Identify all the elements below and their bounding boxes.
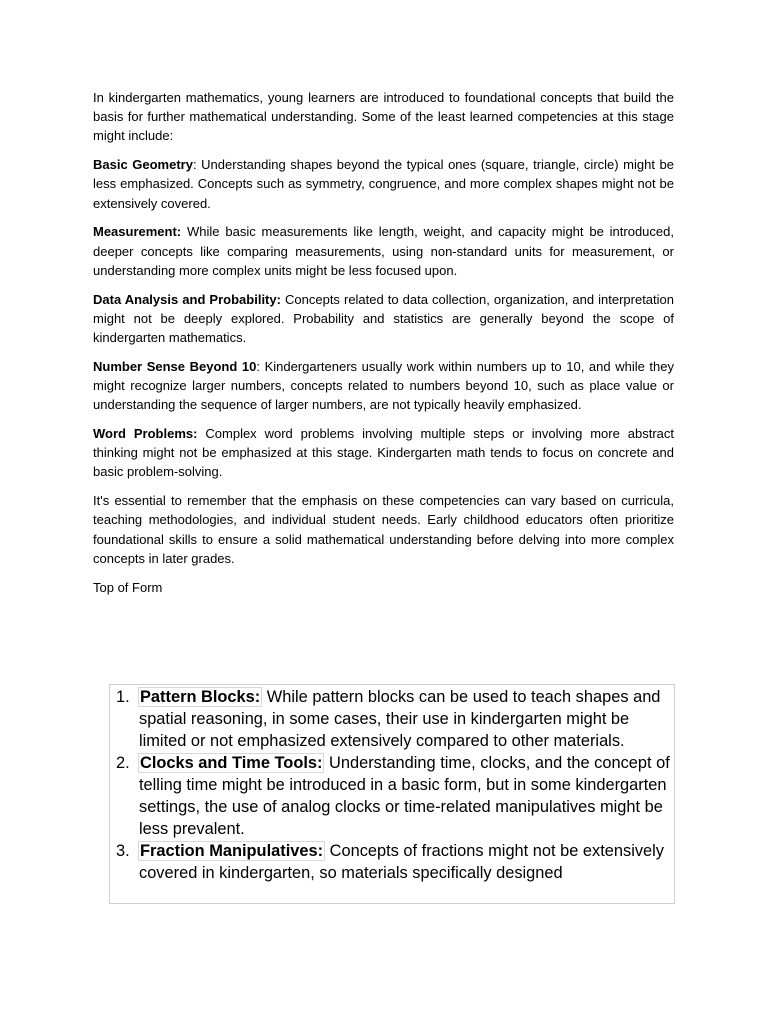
list-item [110, 840, 674, 884]
materials-list-box [109, 684, 675, 904]
section-text: While basic measurements like length, weight, and capacity might be introduced, deeper concepts like comparing measurements, using non-standard units for measurement, or understanding more complex units might be less focused upon. [93, 224, 674, 278]
section-data-analysis [93, 290, 674, 348]
section-heading: Data Analysis and Probability: [93, 291, 281, 307]
materials-list [110, 686, 674, 884]
section-text: Concepts related to data collection, organization, and interpretation might not be deeply explored. Probability and statistics are generally beyond the scope of kindergarten mathematics. [93, 291, 675, 346]
section-text: Understanding shapes beyond the typical ones (square, triangle, circle) might be less emphasized. Concepts such as symmetry, congruence, and more complex shapes might not be extensively covered. [93, 157, 674, 211]
section-heading: Basic Geometry [93, 157, 193, 173]
section-heading: Number Sense Beyond 10 [93, 358, 257, 374]
list-item-text: Concepts of fractions might not be extensively covered in kindergarten, so materials specifically designed [139, 842, 664, 882]
intro-paragraph: In kindergarten mathematics, young learners are introduced to foundational concepts that build the basis for further mathematical understanding. Some of the least learned competencies at this stage might include: [93, 90, 674, 144]
document-body [93, 88, 674, 597]
section-word-problems [93, 424, 674, 482]
section-basic-geometry: Basic Geometry: Understanding shapes beyond the typical ones (square, triangle, circle) might be less emphasized. Concepts such as symmetry, congruence, and more complex shapes might not be extensively covered. [93, 157, 674, 211]
list-item-heading: Clocks and Time Tools: [140, 754, 323, 772]
section-number-sense: Number Sense Beyond 10: Kindergarteners usually work within numbers up to 10, and while they might recognize larger numbers, concepts related to numbers beyond 10, such as place value or understanding the sequence of larger numbers, are not typically heavily emphasized. [93, 358, 674, 413]
list-number: 2. [116, 754, 130, 772]
section-heading: Word Problems: [93, 426, 198, 442]
list-number: 3. [116, 842, 130, 860]
section-text: Kindergarteners usually work within numbers up to 10, and while they might recognize larger numbers, concepts related to numbers beyond 10, such as place value or understanding the sequence of larger numbers, are not typically heavily emphasized. [93, 358, 674, 413]
list-item [110, 752, 674, 840]
top-of-form-label: Top of Form [93, 579, 163, 595]
section-heading: Measurement: [93, 224, 182, 240]
list-item [110, 686, 674, 752]
conclusion-paragraph: It's essential to remember that the emphasis on these competencies can vary based on curricula, teaching methodologies, and individual student needs. Early childhood educators often prioritize foundational skills to ensure a solid mathematical understanding before delving into more complex concepts in later grades. [93, 493, 674, 566]
list-item-heading: Pattern Blocks: [140, 688, 261, 706]
list-item-text: While pattern blocks can be used to teach shapes and spatial reasoning, in some cases, their use in kindergarten might be limited or not emphasized extensively compared to other materials. [139, 688, 661, 750]
section-measurement [93, 222, 674, 280]
list-item-heading: Fraction Manipulatives: [140, 842, 324, 860]
section-text: Complex word problems involving multiple steps or involving more abstract thinking might not be emphasized at this stage. Kindergarten math tends to focus on concrete and basic problem-solving. [93, 426, 674, 480]
list-number: 1. [116, 688, 130, 706]
list-item-text: Understanding time, clocks, and the concept of telling time might be introduced in a basic form, but in some kindergarten settings, the use of analog clocks or time-related manipulatives might be less prevalent. [139, 754, 670, 838]
